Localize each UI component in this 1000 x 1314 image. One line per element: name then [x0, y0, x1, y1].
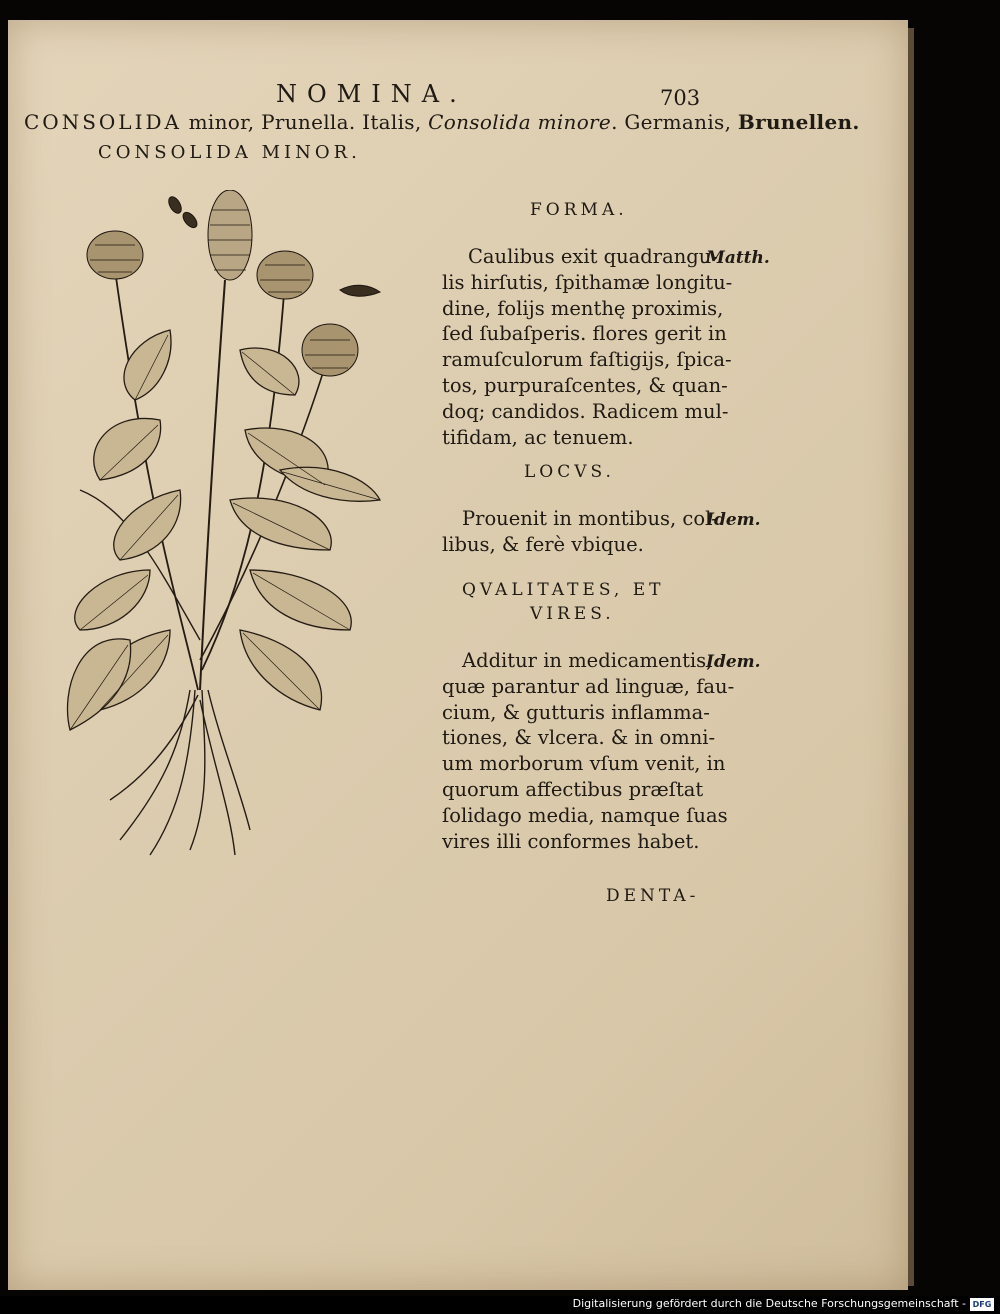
catchword: DENTA- [606, 886, 700, 906]
section-body-forma [442, 244, 732, 450]
section-heading-qualitates: QVALITATES, ET [462, 580, 665, 600]
woodcut-plant-icon [40, 190, 400, 860]
text-line: tos, purpuraſcentes, & quan- [442, 373, 728, 397]
text-line: tiones, & vlcera. & in omni- [442, 726, 716, 750]
margin-note-matth: Matth. [706, 248, 770, 268]
text-line: Prouenit in montibus, col- [462, 507, 718, 530]
italian-name: Consolida minore [428, 110, 612, 134]
text-line: quorum affectibus præſtat [442, 777, 704, 801]
plant-names-line [24, 110, 860, 134]
text-line: ſolidago media, namque ſuas [442, 803, 728, 827]
text-line: cium, & gutturis inflamma- [442, 700, 710, 724]
section-body-qualitates [442, 648, 734, 854]
text-line: ſed ſubaſperis. flores gerit in [442, 322, 727, 346]
names-rest: minor, Prunella. Italis, [181, 110, 429, 134]
margin-note-idem-2: Idem. [706, 652, 761, 672]
text-line: dine, folijs menthę proximis, [442, 296, 724, 320]
names-lead: CONSOLIDA [24, 110, 182, 134]
dfg-logo-icon: DFG [970, 1298, 994, 1311]
text-line: um morborum vſum venit, in [442, 752, 726, 776]
text-line: lis hirſutis, ſpithamæ longitu- [442, 270, 733, 294]
text-line: ramuſculorum faſtigijs, ſpica- [442, 348, 732, 372]
page-number: 703 [660, 86, 701, 110]
page-edge [908, 28, 914, 1286]
text-line: quæ parantur ad linguæ, fau- [442, 674, 735, 698]
text-line: vires illi conformes habet. [442, 829, 700, 853]
footer-text: Digitalisierung gefördert durch die Deutsche Forschungsgemeinschaft - [572, 1297, 966, 1310]
margin-note-idem-1: Idem. [706, 510, 761, 530]
header-title: NOMINA. [276, 80, 467, 108]
section-heading-locus: LOCVS. [524, 462, 615, 482]
plant-title: CONSOLIDA MINOR. [98, 142, 361, 163]
section-heading-vires: VIRES. [530, 604, 615, 624]
text-line: Additur in medicamentis, [462, 649, 713, 672]
section-body-locus [442, 506, 718, 558]
text-line: tifidam, ac tenuem. [442, 425, 634, 449]
text-line: Caulibus exit quadrangu- [468, 245, 718, 268]
text-line: libus, & ferè vbique. [442, 532, 644, 556]
text-line: doq; candidos. Radicem mul- [442, 399, 729, 423]
german-label: . Germanis, [611, 110, 738, 134]
section-heading-forma: FORMA. [530, 200, 628, 220]
german-name: Brunellen. [737, 110, 860, 134]
